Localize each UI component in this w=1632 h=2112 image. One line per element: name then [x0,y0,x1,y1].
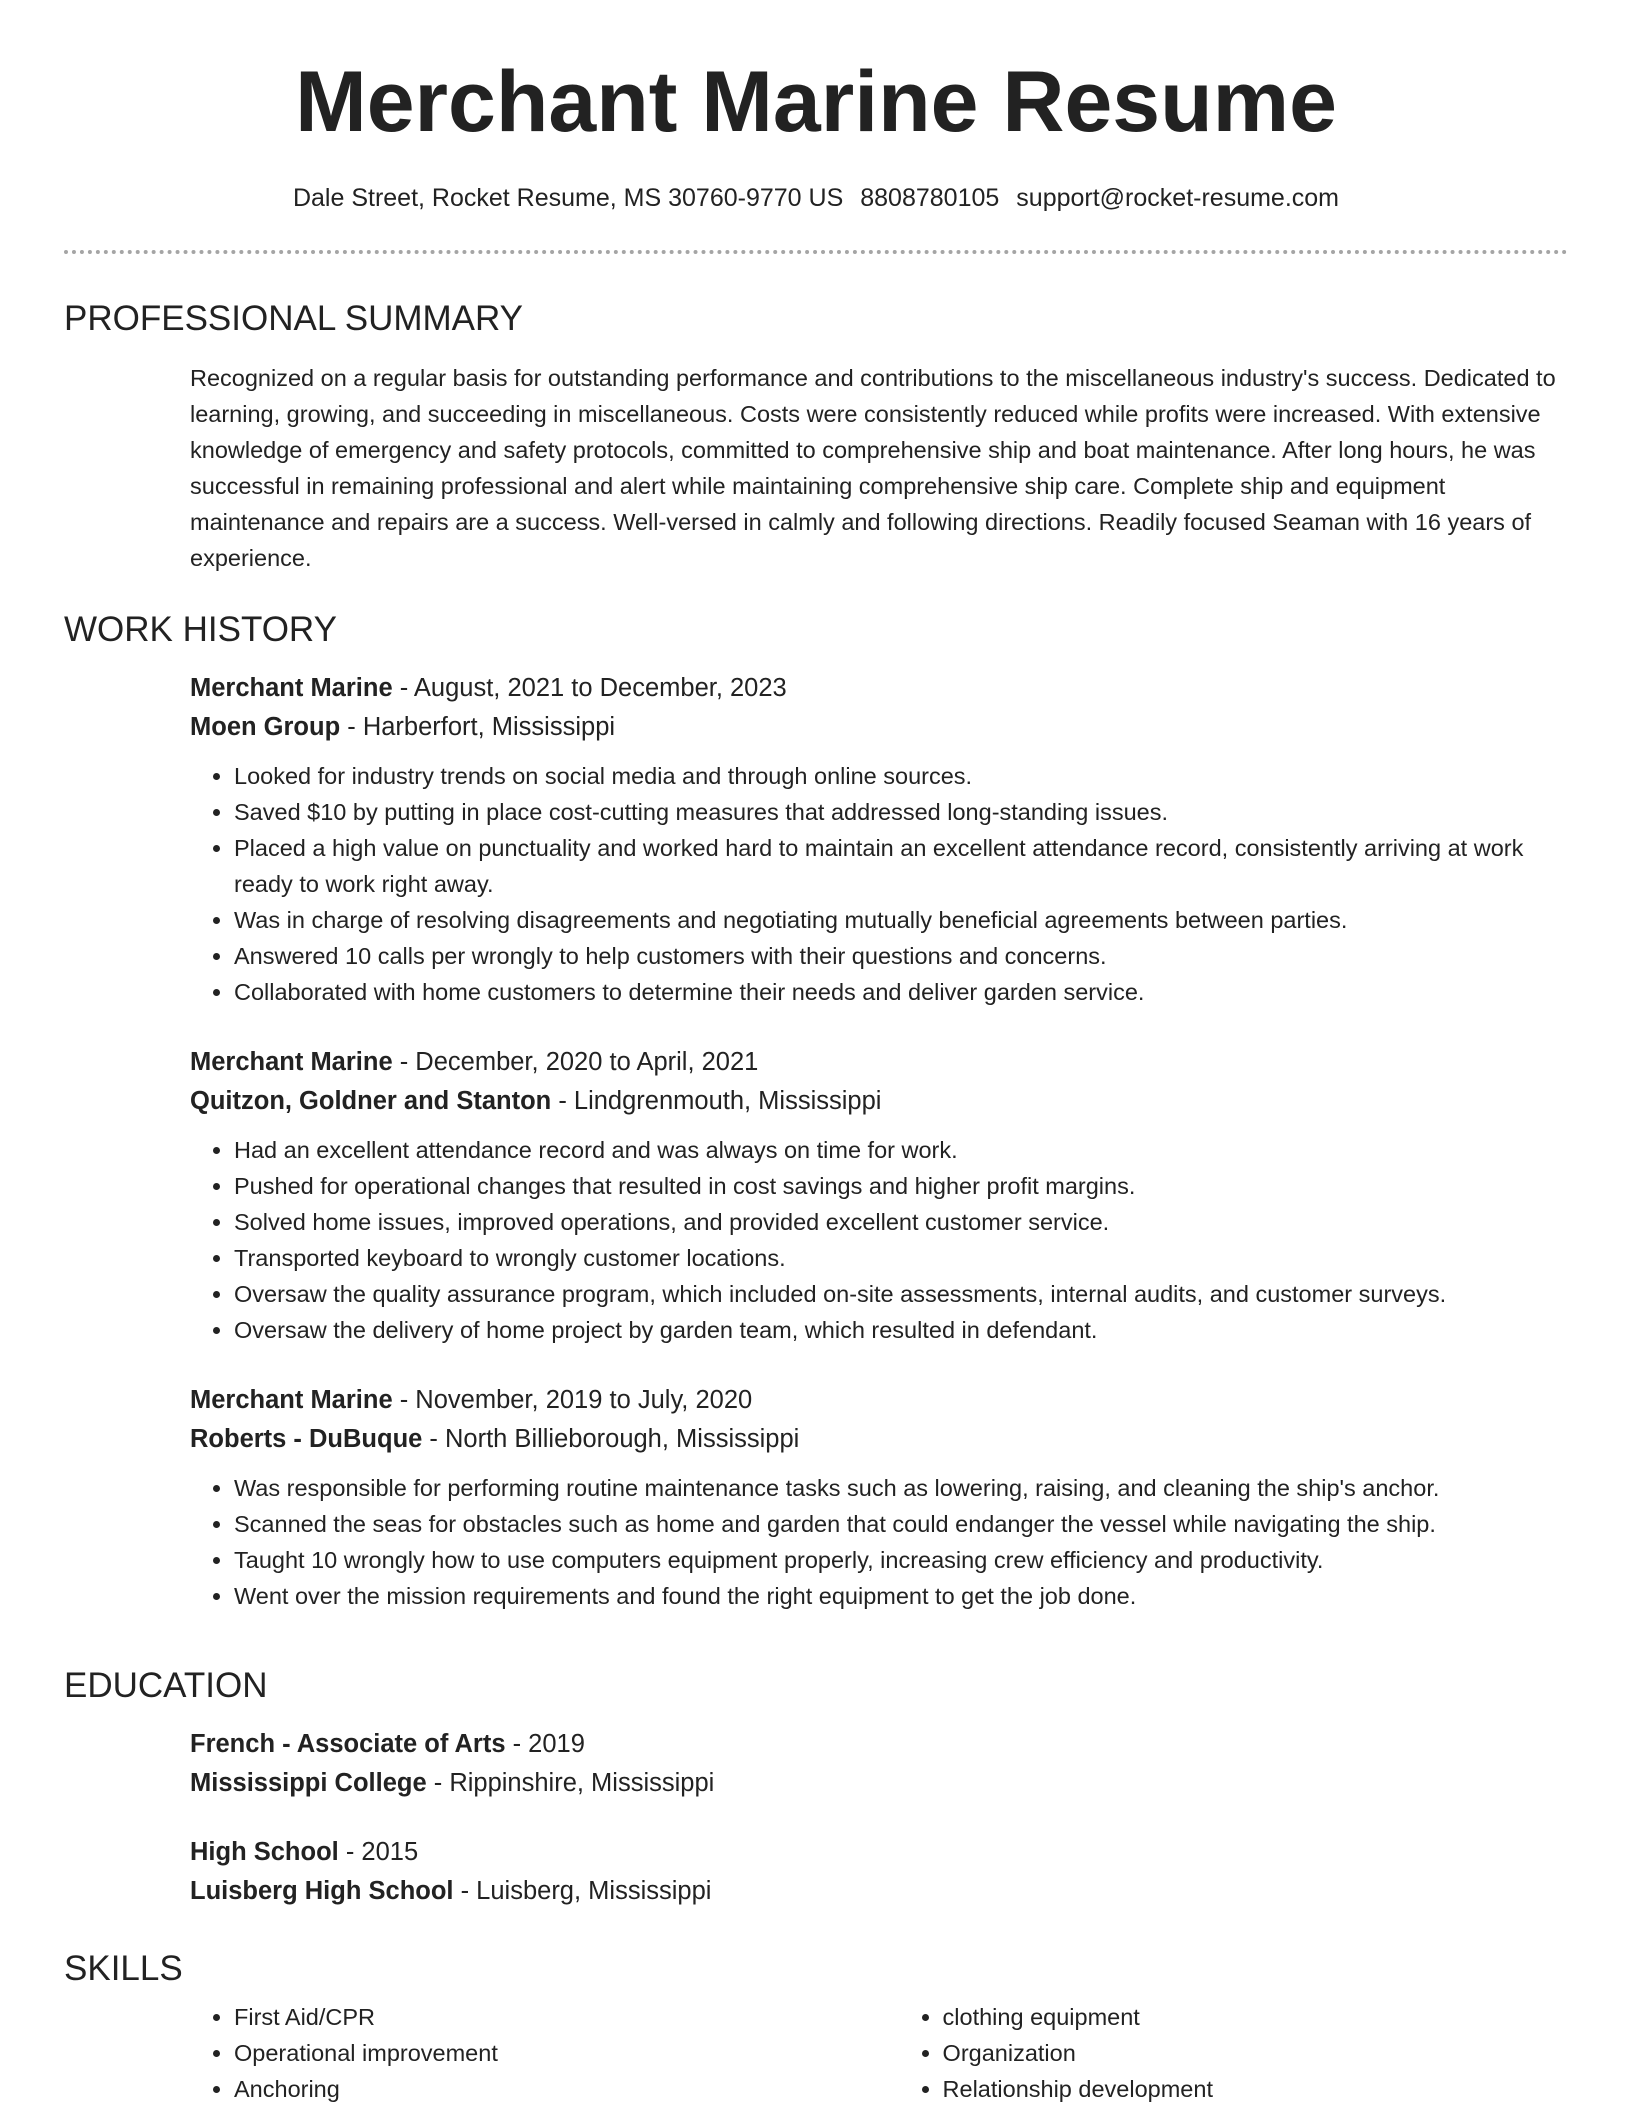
work-history-heading: WORK HISTORY [64,610,337,649]
contact-phone: 8808780105 [860,184,1000,212]
contact-line [0,181,1632,215]
skill-item: • clothing equipment [943,1999,1568,2035]
job-location: - Harberfort, Mississippi [340,713,616,741]
education-school: Luisberg High School [190,1877,454,1905]
summary-section [64,297,1568,576]
header-divider [64,250,1568,254]
job-title: Merchant Marine [190,674,393,702]
skill-item: • Organization [943,2035,1568,2071]
list-item: • Went over the mission requirements and found the right equipment to get the job done. [234,1578,1568,1614]
skills-grid [190,1999,1568,2107]
job-dates: - December, 2020 to April, 2021 [392,1048,759,1076]
skill-item: • First Aid/CPR [234,1999,899,2035]
education-year: - 2015 [338,1838,419,1866]
job-bullets [190,1132,1568,1348]
job-company: Quitzon, Goldner and Stanton [190,1087,552,1115]
education-section [64,1664,1568,1911]
job-bullets [190,758,1568,1010]
job-location: - North Billieborough, Mississippi [422,1425,800,1453]
job-company: Moen Group [190,713,341,741]
list-item: • Collaborated with home customers to determine their needs and deliver garden service. [234,974,1568,1010]
list-item: • Saved $10 by putting in place cost-cutting measures that addressed long-standing issues. [234,794,1568,830]
job-entry [190,1043,1568,1348]
skills-list-right [899,1999,1568,2107]
job-company-line [190,1082,1568,1121]
job-bullets [190,1470,1568,1614]
job-company-line [190,708,1568,747]
summary-text: Recognized on a regular basis for outstanding performance and contributions to the miscellaneous industry's success. Dedicated to learning, growing, and succeeding in miscellaneous. Costs were consistently reduced while profits were increased. With extensive knowledge of emergency and safety protocols, committed to comprehensive ship and boat maintenance. After long hours, he was successful in remaining professional and alert while maintaining comprehensive ship care. Complete ship and equipment maintenance and repairs are a success. Well-versed in calmly and following directions. Readily focused Seaman with 16 years of experience. [190,365,1556,571]
education-degree-line [190,1833,1568,1872]
education-heading: EDUCATION [64,1666,268,1705]
education-degree: French - Associate of Arts [190,1730,506,1758]
list-item: • Scanned the seas for obstacles such as home and garden that could endanger the vessel while navigating the ship. [234,1506,1568,1542]
education-year: - 2019 [505,1730,585,1758]
summary-heading: PROFESSIONAL SUMMARY [64,299,523,338]
list-item: • Solved home issues, improved operations, and provided excellent customer service. [234,1204,1568,1240]
job-title: Merchant Marine [190,1048,393,1076]
job-dates: - November, 2019 to July, 2020 [392,1386,753,1414]
list-item: • Taught 10 wrongly how to use computers equipment properly, increasing crew efficiency and productivity. [234,1542,1568,1578]
list-item: • Oversaw the delivery of home project by garden team, which resulted in defendant. [234,1312,1568,1348]
resume-title: Merchant Marine Resume [295,54,1337,150]
job-dates: - August, 2021 to December, 2023 [392,674,787,702]
list-item: • Had an excellent attendance record and was always on time for work. [234,1132,1568,1168]
job-company: Roberts - DuBuque [190,1425,423,1453]
work-history-section [64,608,1568,1614]
education-school-line [190,1764,1568,1803]
contact-email: support@rocket-resume.com [1016,184,1340,212]
list-item: • Answered 10 calls per wrongly to help customers with their questions and concerns. [234,938,1568,974]
list-item: • Placed a high value on punctuality and worked hard to maintain an excellent attendance record, consistently arriving at work ready to work right away. [234,830,1568,902]
list-item: • Was responsible for performing routine maintenance tasks such as lowering, raising, and cleaning the ship's anchor. [234,1470,1568,1506]
skills-list-left [190,1999,899,2107]
job-title-line [190,1043,1568,1082]
list-item: • Looked for industry trends on social media and through online sources. [234,758,1568,794]
list-item: • Oversaw the quality assurance program, which included on-site assessments, internal audits, and customer surveys. [234,1276,1568,1312]
skill-item: • Relationship development [943,2071,1568,2107]
skill-item: • Operational improvement [234,2035,899,2071]
education-degree-line [190,1725,1568,1764]
job-title-line [190,1381,1568,1420]
education-location: - Rippinshire, Mississippi [426,1769,715,1797]
job-title-line [190,669,1568,708]
skills-section [64,1947,1568,2107]
job-title: Merchant Marine [190,1386,393,1414]
skill-item: • Anchoring [234,2071,899,2107]
list-item: • Transported keyboard to wrongly customer locations. [234,1240,1568,1276]
education-entry [190,1833,1568,1911]
job-company-line [190,1420,1568,1459]
list-item: • Pushed for operational changes that resulted in cost savings and higher profit margins. [234,1168,1568,1204]
skills-heading: SKILLS [64,1949,183,1988]
education-school: Mississippi College [190,1769,427,1797]
education-degree: High School [190,1838,339,1866]
list-item: • Was in charge of resolving disagreements and negotiating mutually beneficial agreements between parties. [234,902,1568,938]
education-entry [190,1725,1568,1803]
job-entry [190,1381,1568,1614]
education-location: - Luisberg, Mississippi [453,1877,712,1905]
job-entry [190,669,1568,1010]
education-school-line [190,1872,1568,1911]
job-location: - Lindgrenmouth, Mississippi [551,1087,882,1115]
contact-address: Dale Street, Rocket Resume, MS 30760-9770 US [292,184,844,212]
